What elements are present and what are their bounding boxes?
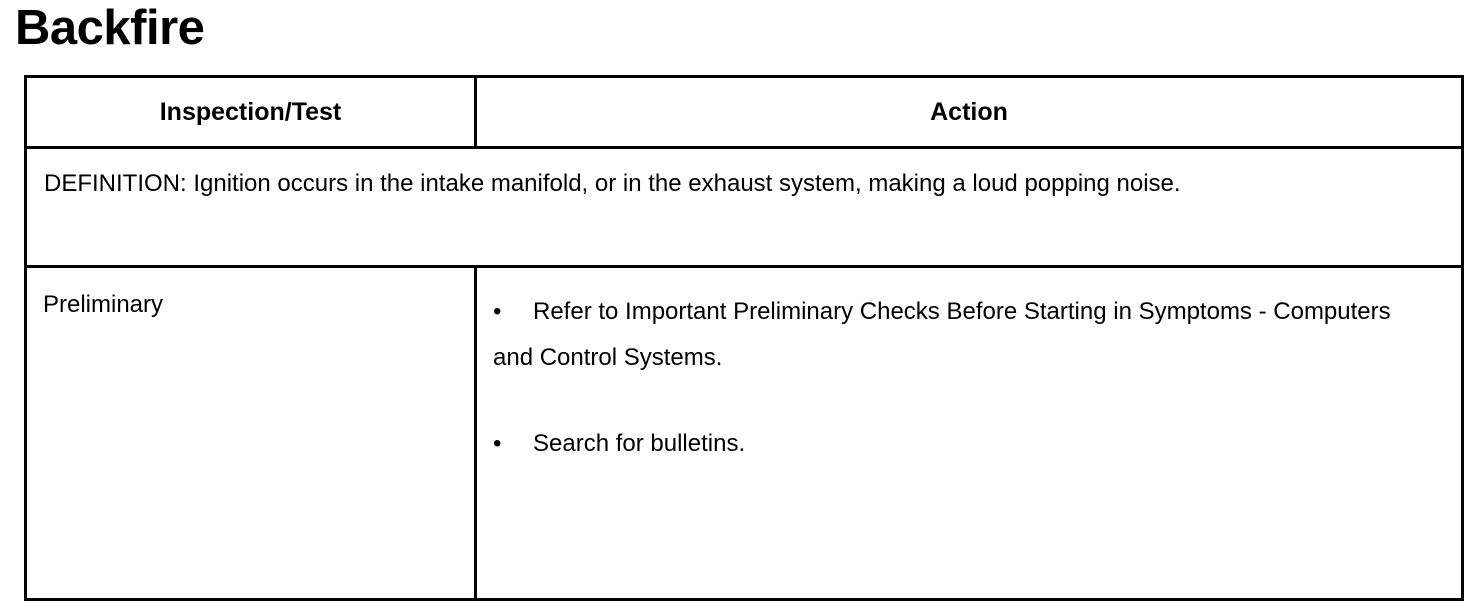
header-inspection-test: Inspection/Test (26, 77, 476, 148)
header-action: Action (476, 77, 1463, 148)
action-text: Search for bulletins. (533, 430, 746, 457)
list-item (493, 289, 1401, 381)
definition-text: DEFINITION: Ignition occurs in the intake manifold, or in the exhaust system, making a loud popping noise. (44, 170, 1181, 197)
list-item (493, 421, 1401, 467)
diagnostic-table (24, 75, 1464, 601)
inspection-cell (26, 267, 476, 600)
bullet-icon: • (493, 298, 502, 325)
action-text: Refer to Important Preliminary Checks Before Starting in Symptoms - Computers and Control Systems. (493, 298, 1391, 371)
bullet-icon: • (493, 430, 502, 457)
table-row (26, 267, 1463, 600)
table-header-row (26, 77, 1463, 148)
action-list (477, 268, 1461, 467)
action-cell (476, 267, 1463, 600)
definition-cell (26, 148, 1463, 267)
page-title: Backfire (15, 1, 205, 55)
definition-row (26, 148, 1463, 267)
inspection-label: Preliminary (43, 291, 164, 318)
